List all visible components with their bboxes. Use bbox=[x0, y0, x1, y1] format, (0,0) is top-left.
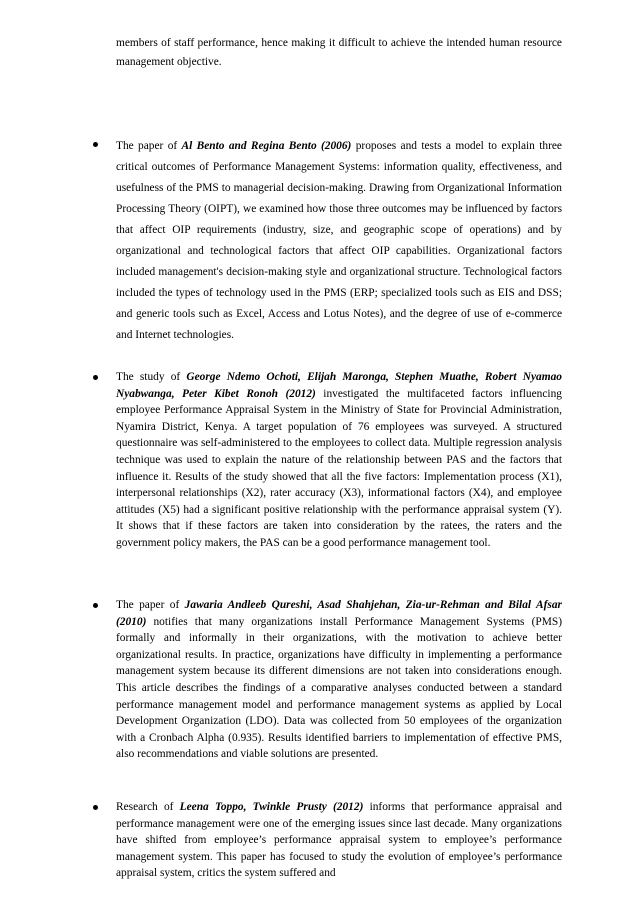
body-text: proposes and tests a model to explain three critical outcomes of Performance Management Systems: information quality, effectiveness, and usefulness of the PMS to managerial decision-making. Drawing from Organizational Information Processing Theory (OIPT), we examined how those three outcomes may be influenced by factors that affect OIP requirements (industry, size, and geographic scope of operations) and by organizational and technological factors that affect OIP capabilities. Organizational factors included management's decision-making style and organizational structure. Technological factors included the types of technology used in the PMS (ERP; specialized tools such as EIS and DSS; and generic tools such as Excel, Access and Lotus Notes), and the degree of use of e-commerce and Internet technologies. bbox=[116, 140, 562, 341]
bento-paragraph bbox=[116, 136, 562, 346]
lead-text: The paper of bbox=[116, 599, 185, 611]
body-text: notifies that many organizations install Performance Management Systems (PMS) formally and informally in their organizations, with the motivation to achieve better organizational results. In practice, organizations have difficulty in implementing a performance management system because its different dimensions are not taken into considerations enough. This article describes the findings of a comparative analyses conducted between a standard performance management model and performance management systems as applied by Local Development Organization (LDO). Data was collected from 50 employees of the organization with a Cronbach Alpha (0.935). Results identified barriers to implementation of effective PMS, also recommendations and viable solutions are presented. bbox=[116, 615, 562, 761]
author-citation: Jawaria Andleeb Qureshi, Asad Shahjehan, Zia-ur-Rehman and Bilal Afsar (2010) bbox=[116, 599, 562, 628]
author-citation: Leena Toppo, Twinkle Prusty (2012) bbox=[179, 801, 364, 813]
lead-text: Research of bbox=[116, 801, 180, 813]
body-text: informs that performance appraisal and performance management were one of the emerging issues since last decade. Many organizations have shifted from employee’s performance appraisal system to employee’s performance management system. This paper has focused to study the evolution of employee’s performance appraisal system, critics the system suffered and bbox=[116, 801, 562, 880]
bullet-icon bbox=[93, 805, 98, 810]
ochoti-paragraph bbox=[116, 369, 562, 552]
toppo-paragraph bbox=[116, 799, 562, 882]
lead-text: The paper of bbox=[116, 140, 182, 152]
body-text: investigated the multifaceted factors influencing employee Performance Appraisal System in the Ministry of State for Provincial Administration, Nyamira District, Kenya. A target population of 76 employees was surveyed. A structured questionnaire was self-administered to the employees to collect data. Multiple regression analysis technique was used to explain the nature of the relationship between PAS and the factors that influence it. Results of the study showed that all the five factors: Implementation process (X1), interpersonal relationships (X2), rater accuracy (X3), informational factors (X4), and employee attitudes (X5) had a significant positive relationship with the performance appraisal system (Y). It shows that if these factors are taken into consideration by the ratees, the raters and the government policy makers, the PAS can be a good performance management tool. bbox=[116, 387, 562, 549]
author-citation: Al Bento and Regina Bento (2006) bbox=[181, 140, 352, 152]
intro-paragraph: members of staff performance, hence making it difficult to achieve the intended human resource management objective. bbox=[116, 37, 562, 68]
bullet-icon bbox=[93, 375, 98, 380]
author-citation: George Ndemo Ochoti, Elijah Maronga, Stephen Muathe, Robert Nyamao Nyabwanga, Peter Kibet Ronoh (2012) bbox=[116, 371, 562, 400]
bullet-icon bbox=[93, 603, 98, 608]
lead-text: The study of bbox=[116, 371, 187, 383]
qureshi-paragraph bbox=[116, 597, 562, 763]
bullet-icon bbox=[93, 142, 98, 147]
